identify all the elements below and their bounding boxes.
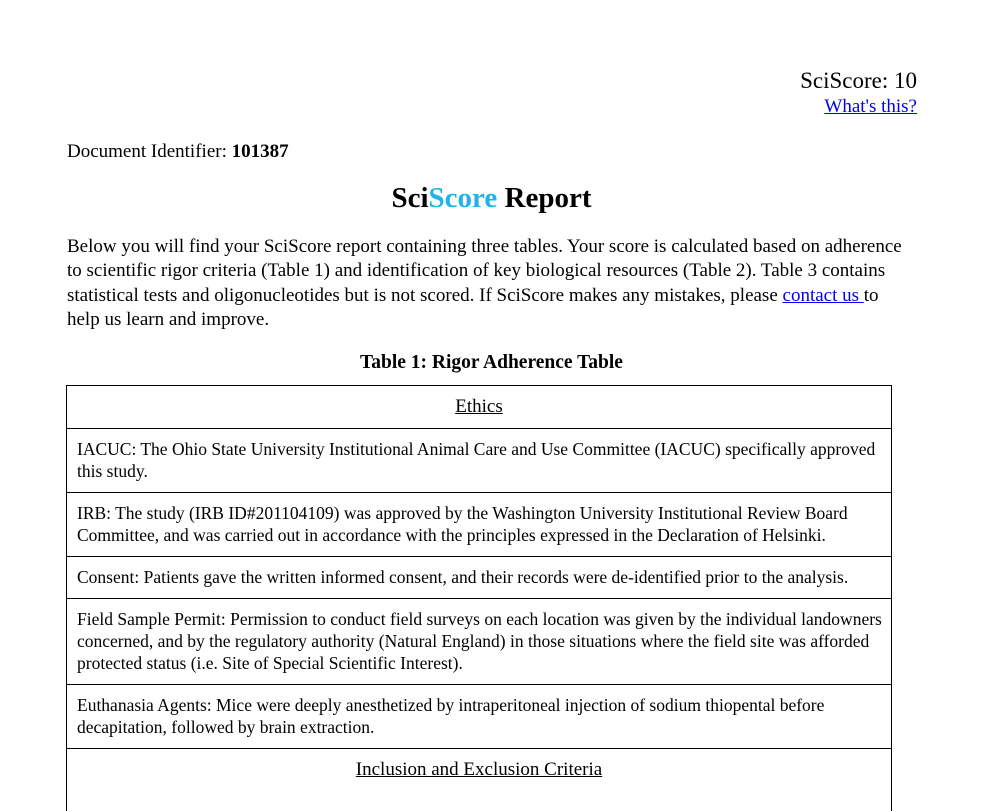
- contact-us-link[interactable]: contact us: [782, 284, 864, 306]
- sciscore-value: SciScore: 10: [800, 68, 917, 93]
- rigor-adherence-table: [66, 385, 892, 811]
- report-title: [0, 180, 981, 216]
- section-heading-inclusion-exclusion: Inclusion and Exclusion Criteria: [355, 759, 603, 780]
- section-heading-ethics: Ethics: [67, 386, 891, 429]
- report-title-sci: Sci: [391, 182, 429, 214]
- table-row-irb: IRB: The study (IRB ID#201104109) was approved by the Washington University Institutional Review Board Committee, and was carried out in accordance with the principles expressed in the Declaration of Helsinki.: [67, 493, 891, 557]
- table-row-iacuc: IACUC: The Ohio State University Institutional Animal Care and Use Committee (IACUC) specifically approved this study.: [67, 429, 891, 493]
- table1-caption: Table 1: Rigor Adherence Table: [360, 352, 623, 373]
- intro-text-after: to help us learn and improve.: [67, 284, 879, 331]
- sciscore-summary: [800, 67, 917, 119]
- table-row-consent: Consent: Patients gave the written informed consent, and their records were de-identified prior to the analysis.: [67, 557, 891, 599]
- document-identifier: [67, 140, 289, 164]
- whats-this-link[interactable]: What's this?: [824, 96, 917, 117]
- report-title-report: Report: [497, 182, 592, 214]
- intro-paragraph: [67, 235, 907, 333]
- report-title-score: Score: [428, 182, 498, 214]
- document-identifier-label: Document Identifier:: [67, 141, 227, 162]
- table-row-field-sample-permit: Field Sample Permit: Permission to conduct field surveys on each location was given by the individual landowners concerned, and by the regulatory authority (Natural England) in those situations where the field site was afforded protected status (i.e. Site of Special Scientific Interest).: [67, 599, 891, 685]
- table-row-euthanasia-agents: Euthanasia Agents: Mice were deeply anesthetized by intraperitoneal injection of sodium thiopental before decapitation, followed by brain extraction.: [67, 685, 891, 749]
- intro-text-before: Below you will find your SciScore report containing three tables. Your score is calculated based on adherence to scientific rigor criteria (Table 1) and identification of key biological resources (Table 2). Table 3 contains statistical tests and oligonucleotides but is not scored. If SciScore makes any mistakes, please: [67, 236, 902, 306]
- document-identifier-value: 101387: [231, 141, 289, 162]
